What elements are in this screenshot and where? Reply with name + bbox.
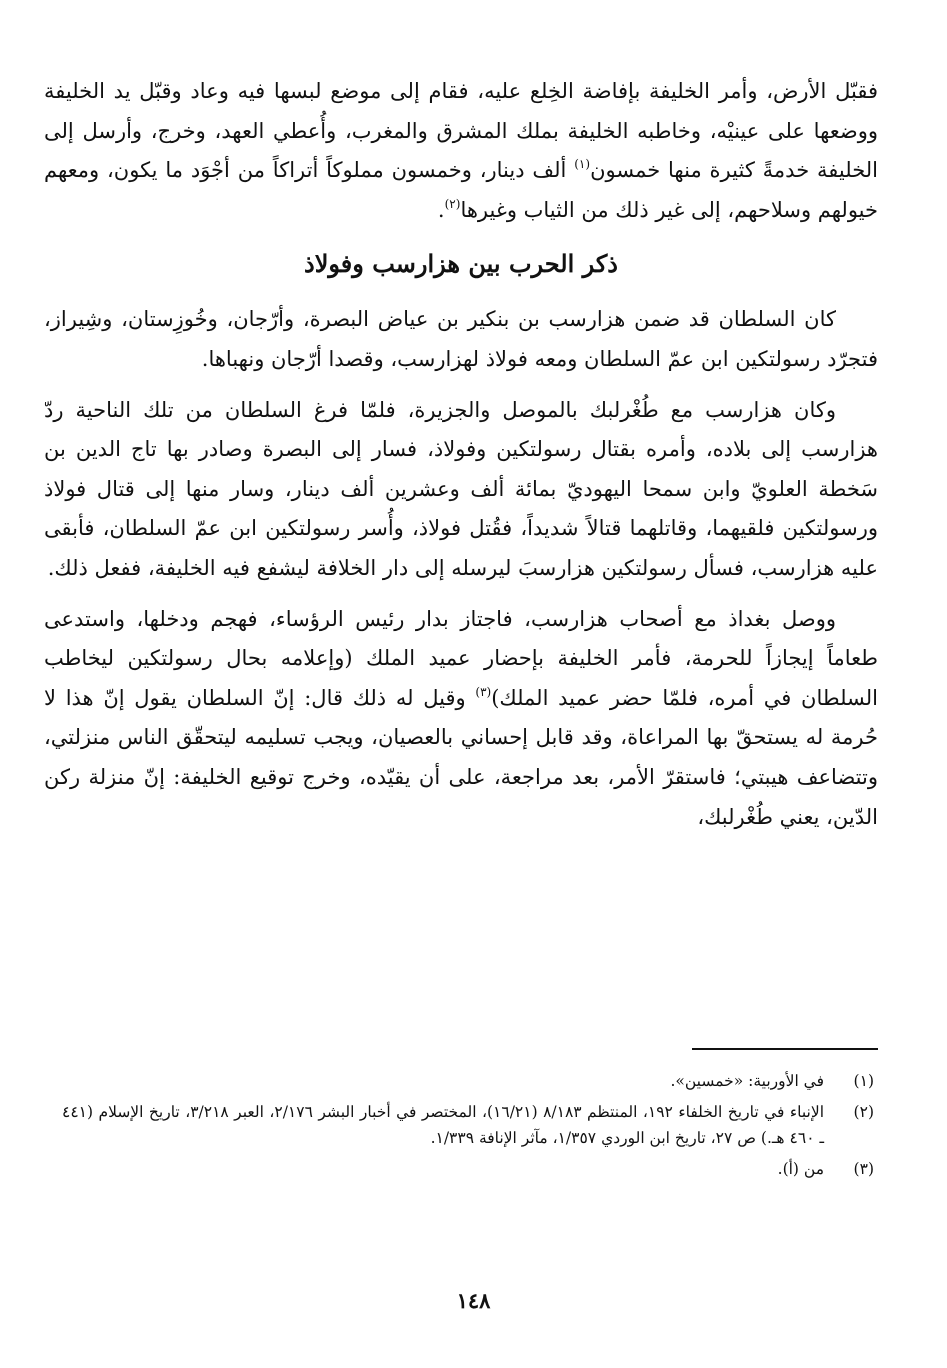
footnote-text: الإنباء في تاريخ الخلفاء ١٩٢، المنتظم ٨/١٨٣ (١٦/٢١)، المختصر في أخبار البشر ٢/١٧٦، العبر ٣/٢١٨، تاريخ الإسلام (٤٤١ ـ ٤٦٠ هـ.) ص ٢٧، تاريخ ابن الوردي ١/٣٥٧، مآثر الإنافة ١/٣٣٩. — [62, 1103, 824, 1147]
paragraph-4-text: ووصل بغداذ مع أصحاب هزارسب، فاجتاز بدار رئيس الرؤساء، فهجم ودخلها، واستدعى طعاماً إيجازاً للحرمة، فأمر الخليفة بإحضار عميد الملك (وإعلامه بحال رسولتكين ليخاطب السلطان في أمره، فلمّا حضر عميد الملك) — [44, 606, 878, 710]
paragraph-4-continuation: وقيل له ذلك قال: إنّ السلطان يقول إنّ هذا لا حُرمة له يستحقّ بها المراعاة، وقد قابل إحساني بالعصيان، ويجب تسليمه ليتحقّق الناس منزلتي، وتتضاعف هيبتي؛ فاستقرّ الأمر، بعد مراجعة، على أن يقيّده، وخرج توقيع الخليفة: إنّ منزلة ركن الدّين، يعني طُغْرلبك، — [44, 685, 878, 829]
paragraph-1-end: . — [437, 197, 445, 222]
footnote-3 — [62, 1156, 874, 1182]
paragraph-1 — [44, 72, 878, 230]
footnote-2 — [62, 1099, 874, 1151]
section-heading: ذكر الحرب بين هزارسب وفولاذ — [304, 249, 618, 279]
paragraph-1-text: فقبّل الأرض، وأمر الخليفة بإفاضة الخِلع عليه، فقام إلى موضع لبسها فيه وعاد وقبّل يد الخليفة ووضعها على عينيْه، وخاطبه الخليفة بملك المشرق والمغرب، وأُعطي العهد، وخرج، وأرسل إلى الخليفة خدمةً كثيرة منها خمسون — [44, 79, 878, 183]
paragraph-2: كان السلطان قد ضمن هزارسب بن بنكير بن عياض البصرة، وأرّجان، وخُوزِستان، وشِيراز، فتجرّد رسولتكين ابن عمّ السلطان ومعه فولاذ لهزارسب، وقصدا أرّجان ونهباها. — [44, 307, 878, 371]
footnote-number: (١) — [853, 1072, 874, 1090]
footnote-ref-1: (١) — [574, 157, 591, 172]
paragraph-3: وكان هزارسب مع طُغْرلبك بالموصل والجزيرة، فلمّا فرغ السلطان من تلك الناحية ردّ هزارسب إلى بلاده، وأمره بقتال رسولتكين وفولاذ، فسار إلى البصرة وصادر بها تاج الدين بن سَخطة العلويّ وابن سمحا اليهوديّ بمائة ألف وعشرين ألف دينار، وسار منها إلى قتال فولاذ ورسولتكين فلقيهما، وقاتلهما قتالاً شديداً، فقُتل فولاذ، وأُسر رسولتكين ابن عمّ السلطان، فأبقى عليه هزارسب، فسأل رسولتكين هزارسبَ ليرسله إلى دار الخلافة ليشفع فيه الخليفة، ففعل ذلك. — [44, 397, 878, 580]
footnote-text: في الأوربية: «خمسين». — [670, 1072, 824, 1090]
footnote-ref-3: (٣) — [475, 684, 492, 699]
footnote-ref-2: (٢) — [444, 196, 461, 211]
footnotes — [62, 1068, 874, 1187]
footnote-number: (٣) — [853, 1160, 874, 1178]
footnote-number: (٢) — [853, 1103, 874, 1121]
paragraph-1-continuation: ألف دينار، وخمسون مملوكاً أتراكاً من أجْوَد ما يكون، ومعهم خيولهم وسلاحهم، إلى غير ذلك من الثياب وغيرها — [44, 158, 878, 222]
page-number: ١٤٨ — [456, 1288, 491, 1313]
footnote-1 — [62, 1068, 874, 1094]
footnote-separator — [692, 1048, 878, 1050]
main-text — [44, 72, 878, 837]
footnote-text: من (أ). — [777, 1160, 824, 1178]
paragraph-4 — [44, 600, 878, 838]
